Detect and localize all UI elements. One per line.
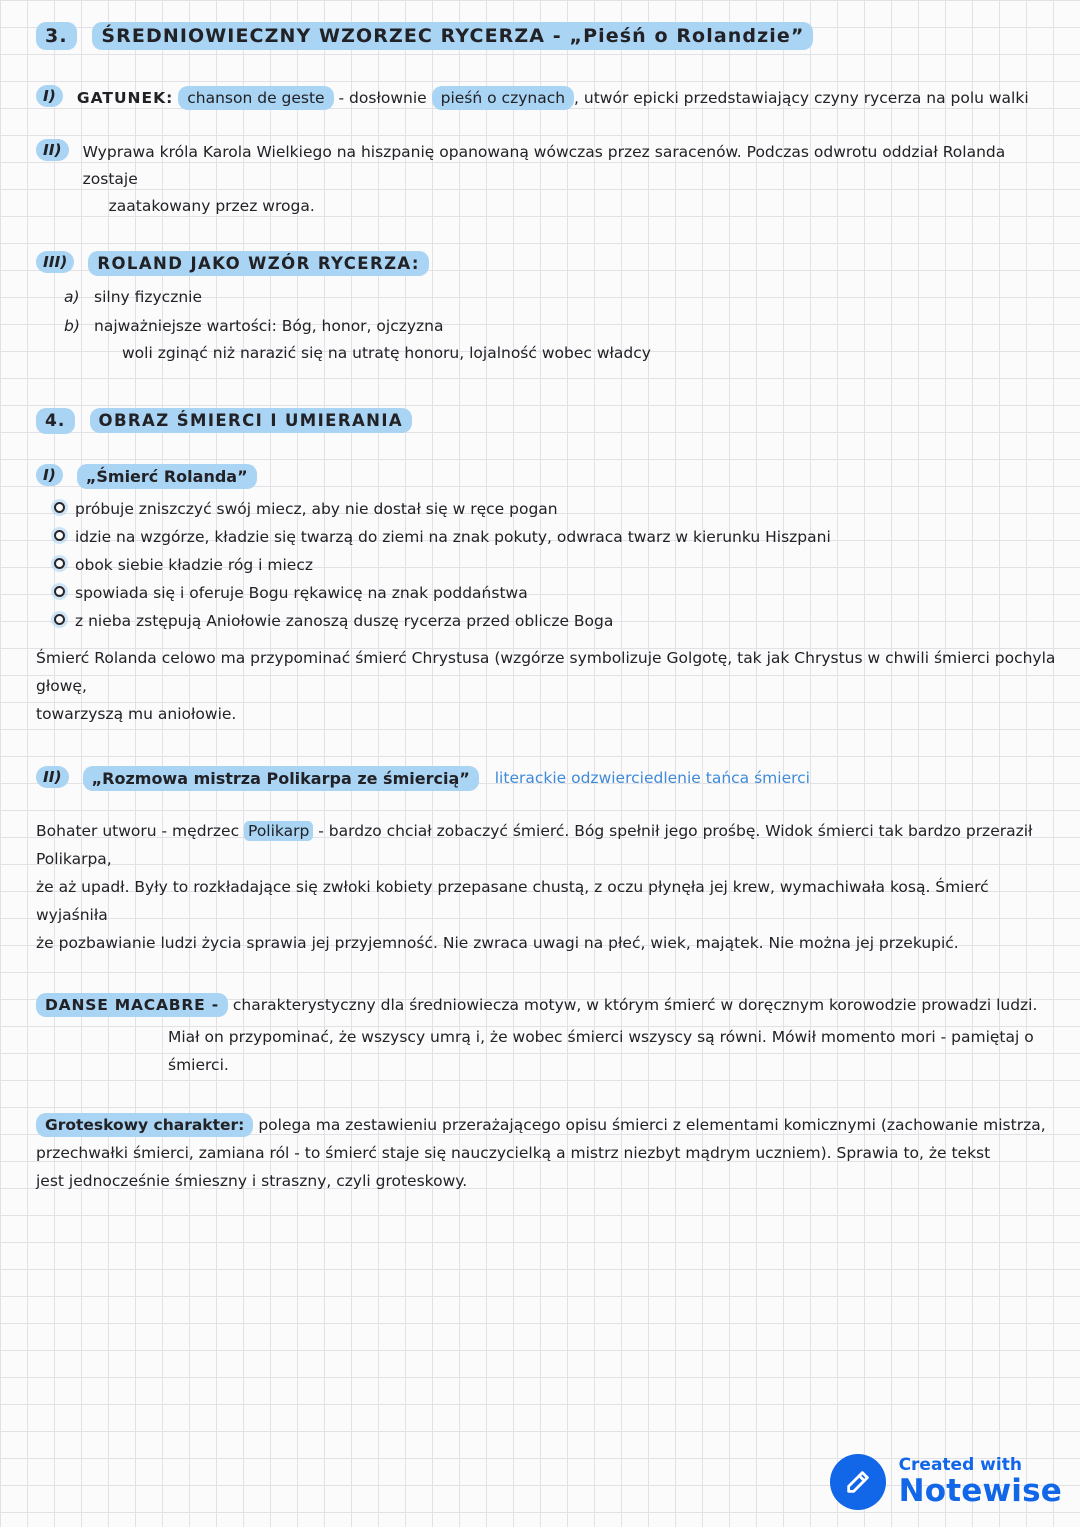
notewise-watermark[interactable] <box>830 1454 1062 1510</box>
roland-model-item-b <box>64 313 1060 340</box>
bullet-icon <box>54 530 65 541</box>
genre-label: GATUNEK: <box>76 89 174 107</box>
para-line-1-rest: - bardzo chciał zobaczyć śmierć. Bóg spełnił jego prośbę. Widok śmierci tak bardzo przeraził Polikarpa, <box>36 822 1033 868</box>
notewise-watermark-text <box>899 1456 1062 1508</box>
para-pre-text: Bohater utworu - mędrzec <box>36 822 245 840</box>
expedition-row <box>36 139 1060 220</box>
notewise-logo-icon <box>830 1454 886 1510</box>
list-item <box>54 607 1060 635</box>
section-4-heading: OBRAZ ŚMIERCI I UMIERANIA <box>90 408 413 433</box>
roland-model-marker: III) <box>36 251 74 273</box>
expedition-line-2: zaatakowany przez wroga. <box>108 197 315 215</box>
danse-macabre-section <box>36 991 1060 1079</box>
created-with-label: Created with <box>898 1455 1022 1475</box>
grotesque-line-3: jest jednocześnie śmieszny i straszny, czyli groteskowy. <box>36 1172 468 1190</box>
roland-death-heading-row <box>36 464 1060 489</box>
polikarp-para-line-2: że aż upadł. Były to rozkładające się zwłoki kobiety przepasane chustą, z oczu płynęła jej krew, wymachiwała kosą. Śmierć wyjaśniła <box>36 878 989 924</box>
list-item <box>54 495 1060 523</box>
polikarp-name-highlight: Polikarp <box>244 821 313 841</box>
page-title: ŚREDNIOWIECZNY WZORZEC RYCERZA - „Pieśń o Rolandzie” <box>92 22 813 50</box>
polikarp-paragraph <box>36 817 1060 957</box>
section-3-title-row <box>36 25 1060 47</box>
list-item <box>54 579 1060 607</box>
polikarp-para-line-3: że pozbawianie ludzi życia sprawia jej przyjemność. Nie zwraca uwagi na płeć, wiek, majątek. Nie można jej przekupić. <box>36 934 959 952</box>
genre-mid-text: - dosłownie <box>338 89 427 107</box>
pencil-icon <box>843 1467 873 1497</box>
section-3-number: 3. <box>36 22 77 50</box>
section-4-number: 4. <box>36 408 75 434</box>
roland-model-heading: ROLAND JAKO WZÓR RYCERZA: <box>88 251 429 276</box>
bullet-icon <box>54 502 65 513</box>
bullet-icon <box>54 614 65 625</box>
summary-line-2: towarzyszą mu aniołowie. <box>36 705 237 723</box>
bullet-text: z nieba zstępują Aniołowie zanoszą duszę rycerza przed oblicze Boga <box>75 612 614 630</box>
grotesque-line-2: przechwałki śmierci, zamiana ról - to śmierć staje się nauczycielką a mistrz niezbyt mądrym uczniem). Sprawia to, że tekst <box>36 1144 991 1162</box>
section-4-title-row <box>36 411 1060 431</box>
polikarp-marker: II) <box>36 766 69 788</box>
polikarp-heading-row <box>36 766 1060 791</box>
bullet-text: idzie na wzgórze, kładzie się twarzą do ziemi na znak pokuty, odwraca twarz w kierunku Hiszpani <box>75 528 831 546</box>
expedition-content <box>83 139 1060 220</box>
genre-marker: I) <box>36 85 63 107</box>
polikarp-annotation: literackie odzwierciedlenie tańca śmierci <box>494 769 810 787</box>
expedition-line-1: Wyprawa króla Karola Wielkiego na hiszpanię opanowaną wówczas przez saracenów. Podczas odwrotu oddział Rolanda zostaje <box>82 143 1006 188</box>
genre-row <box>36 85 1060 112</box>
grotesque-section <box>36 1111 1060 1195</box>
bullet-icon <box>54 586 65 597</box>
danse-macabre-line-2: Miał on przypominać, że wszyscy umrą i, że wobec śmierci wszyscy są równi. Mówił momento mori - pamiętaj o śmierci. <box>168 1028 1034 1074</box>
grotesque-line-1-rest: polega ma zestawieniu przerażającego opisu śmierci z elementami komicznymi (zachowanie mistrza, <box>258 1116 1046 1134</box>
genre-content <box>77 85 1029 112</box>
item-a-text: silny fizycznie <box>94 288 203 306</box>
genre-translation-highlight: pieśń o czynach <box>432 86 574 110</box>
genre-term-highlight: chanson de geste <box>178 86 333 110</box>
polikarp-para-line-1 <box>36 817 1060 873</box>
roland-model-heading-row <box>36 251 1060 276</box>
roland-death-section <box>36 464 1060 728</box>
danse-macabre-heading: DANSE MACABRE - <box>36 993 228 1017</box>
grotesque-heading: Groteskowy charakter: <box>36 1113 253 1137</box>
genre-rest-text: , utwór epicki przedstawiający czyny rycerza na polu walki <box>574 89 1029 107</box>
item-a-marker: a) <box>64 288 80 306</box>
polikarp-section <box>36 766 1060 957</box>
bullet-text: spowiada się i oferuje Bogu rękawicę na znak poddaństwa <box>75 584 528 602</box>
expedition-marker: II) <box>36 139 69 161</box>
bullet-icon <box>54 558 65 569</box>
roland-death-summary <box>36 644 1060 728</box>
roland-death-bullets <box>54 495 1060 635</box>
polikarp-heading: „Rozmowa mistrza Polikarpa ze śmiercią” <box>83 766 479 791</box>
item-b-marker: b) <box>64 317 80 335</box>
notewise-brand-label: Notewise <box>898 1473 1062 1509</box>
item-b-text: najważniejsze wartości: Bóg, honor, ojczyzna <box>94 317 444 335</box>
roland-model-item-b-cont: woli zginąć niż narazić się na utratę honoru, lojalność wobec władcy <box>122 344 651 362</box>
roland-model-section <box>36 251 1060 367</box>
bullet-text: próbuje zniszczyć swój miecz, aby nie dostał się w ręce pogan <box>75 500 558 518</box>
roland-death-marker: I) <box>36 464 63 486</box>
bullet-text: obok siebie kładzie róg i miecz <box>75 556 313 574</box>
roland-model-list <box>64 284 1060 367</box>
roland-death-heading: „Śmierć Rolanda” <box>77 464 257 489</box>
grotesque-line-1 <box>36 1111 1060 1139</box>
list-item <box>54 523 1060 551</box>
danse-macabre-line-1 <box>36 991 1060 1019</box>
danse-macabre-definition: charakterystyczny dla średniowiecza motyw, w którym śmierć w doręcznym korowodzie prowadzi ludzi. <box>232 996 1038 1014</box>
list-item <box>54 551 1060 579</box>
roland-model-item-a <box>64 284 1060 311</box>
summary-line-1: Śmierć Rolanda celowo ma przypominać śmierć Chrystusa (wzgórze symbolizuje Golgotę, tak jak Chrystus w chwili śmierci pochyla głowę, <box>36 649 1056 695</box>
